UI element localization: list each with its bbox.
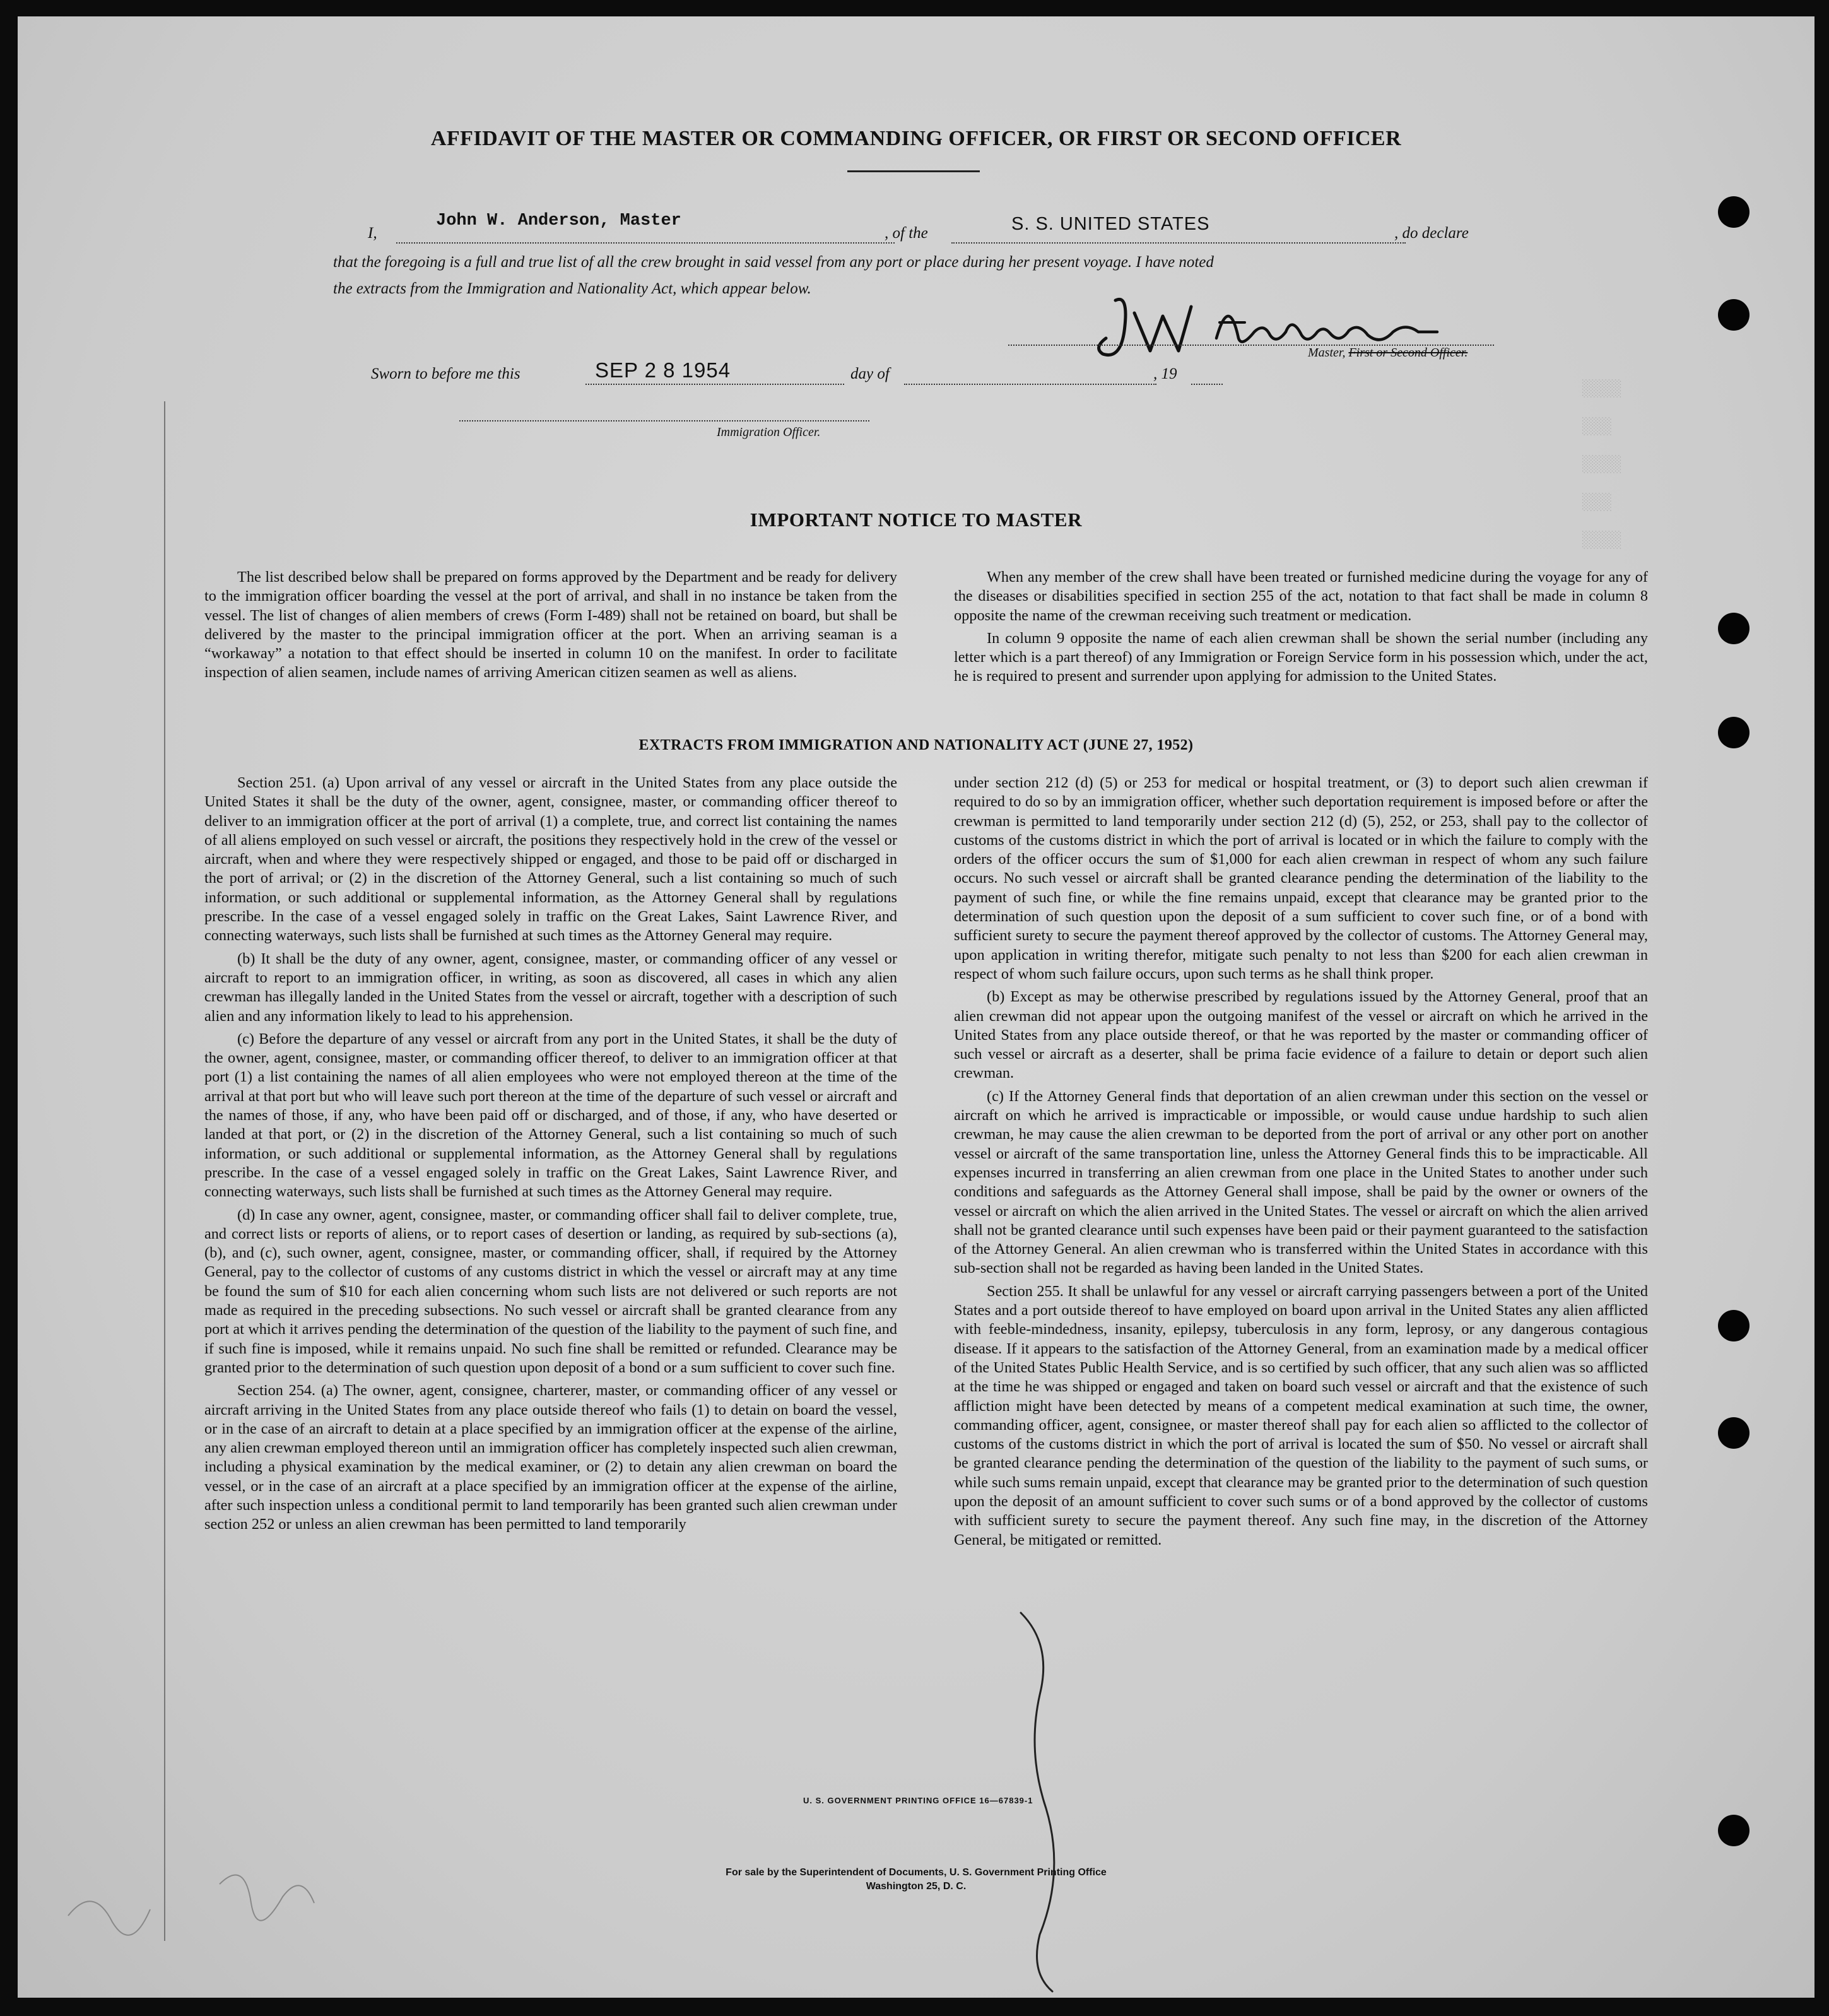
sworn-label: Sworn to before me this <box>371 365 520 382</box>
sale-line-2: Washington 25, D. C. <box>866 1881 967 1892</box>
do-declare-label: , do declare <box>1394 225 1469 242</box>
punch-hole <box>1718 1310 1750 1341</box>
extracts-right-column <box>954 774 1648 1550</box>
punch-hole <box>1718 1815 1750 1846</box>
name-field-line <box>396 242 895 244</box>
section-251-c: (c) Before the departure of any vessel or aircraft from any port in the United States, it shall be the duty of the owner, agent, consignee, master, or commanding officer thereof, to deliver to an immigration officer at that port (1) a list containing the names of all alien employees who were not employed thereon at the time of the arrival at that port but who will leave such port thereon at the time of the departure of such vessel or aircraft and the names of those, if any, who have been paid off or discharged, and of those, if any, who have deserted or landed at that port, or (2) in the discretion of the Attorney General, such a list containing so much of such information, or such additional or supplemental information, as the Attorney General shall by regulations prescribe. In the case of a vessel engaged solely in traffic on the Great Lakes, Saint Lawrence River, and connecting waterways, such lists shall be furnished at such times as the Attorney General may require. <box>204 1030 897 1201</box>
notice-right-column <box>954 568 1648 687</box>
vessel-field-line <box>951 242 1406 244</box>
sworn-date-line <box>585 384 844 385</box>
section-254-a-continued: under section 212 (d) (5) or 253 for medical or hospital treatment, or (3) to deport such alien crewman if required to do so by an immigration officer, whether such deportation requirement is imposed before or after the crewman is permitted to land temporarily under section 212 (d) (5), 252, or 253, shall pay to the collector of customs of the customs district in which the port of arrival is located or in which the failure to comply with the orders of the officer occurs the sum of $1,000 for each alien crewman in respect of whom any such failure occurs. No such vessel or aircraft shall be granted clearance pending the determination of the liability to the payment of such fine, or while the fine remains unpaid, except that clearance may be granted prior to the determination of such question upon the deposit of a sum sufficient to cover such fine, or of a bond with sufficient surety to secure the payment thereof approved by the collector of customs. The Attorney General may, upon application in writing therefor, mitigate such penalty to not less than $200 for each alien crewman in respect of whom such failure occurs, upon such terms as he shall think proper. <box>954 774 1648 982</box>
section-255: Section 255. It shall be unlawful for any vessel or aircraft carrying passengers between a port of the United States and a port outside thereof to have employed on board upon arrival in the United States any alien afflicted with feeble-mindedness, insanity, epilepsy, tuberculosis in any form, leprosy, or any dangerous contagious disease. If it appears to the satisfaction of the Attorney General, from an examination made by a medical officer of the United States Public Health Service, and is so certified by such officer, that any such alien was so afflicted at the time he was shipped or engaged and taken on board such vessel or aircraft and that the existence of such affliction might have been detected by means of a competent medical examination at such time, the owner, commanding officer, agent, consignee, or master thereof shall pay for each alien so afflicted to the collector of customs of the customs district in which the port of arrival is located the sum of $50. No vessel or aircraft shall be granted clearance pending the determination of the question of the liability to the payment of such sums, or while such sums remain unpaid, except that clearance may be granted prior to the determination of such question upon the deposit of an amount sufficient to cover such sums or of a bond approved by the collector of customs with sufficient surety to secure the payment thereof. Any such fine may, in the discretion of the Attorney General, be mitigated or remitted. <box>954 1282 1648 1548</box>
section-251-d: (d) In case any owner, agent, consignee, master, or commanding officer shall fail to deliver complete, true, and correct lists or reports of aliens, or to report cases of desertion or landing, as required by sub-sections (a), (b), and (c), such owner, agent, consignee, master, or commanding officer, shall, if required by the Attorney General, pay to the collector of customs of any customs district in which the vessel or aircraft may at any time be found the sum of $10 for each alien concerning whom such lists are not delivered or such reports are not made as required in the preceding subsections. No such vessel or aircraft shall be granted clearance from any port at which it arrives pending the determination of the question of the liability to the payment of such fine, and if such fine is imposed, while it remains unpaid. No such fine shall be remitted or refunded. Clearance may be granted prior to the determination of such question upon deposit of a bond or a sum sufficient to cover such fine. <box>204 1206 897 1376</box>
of-the-label: , of the <box>885 225 928 242</box>
signature-caption <box>1308 346 1467 360</box>
year-prefix: , 19 <box>1153 365 1177 382</box>
sale-line-1: For sale by the Superintendent of Documents, U. S. Government Printing Office <box>726 1867 1107 1878</box>
extracts-heading: EXTRACTS FROM IMMIGRATION AND NATIONALITY ACT (JUNE 27, 1952) <box>638 737 1194 753</box>
section-254-a: Section 254. (a) The owner, agent, consignee, charterer, master, or commanding officer of any vessel or aircraft arriving in the United States from any place outside thereof who fails (1) to detain on board the vessel, or in the case of an aircraft to detain at a place specified by an immigration officer at the expense of the airline, any alien crewman employed thereon until an immigration officer has completely inspected such alien crewman, including a physical examination by the medical examiner, or (2) to detain any alien crewman on board the vessel, or in the case of an aircraft at a place specified by an immigration officer at the expense of the airline, after such inspection unless a conditional permit to land temporarily has been granted such alien crewman under section 252 or unless an alien crewman has been permitted to land temporarily <box>204 1382 897 1533</box>
notice-left-column <box>204 568 897 683</box>
notice-right-paragraph-1: When any member of the crew shall have been treated or furnished medicine during the voyage for any of the diseases or disabilities specified in section 255 of the act, notation to that fact shall be made in column 8 opposite the name of the crewman receiving such treatment or medication. <box>954 569 1648 624</box>
punch-hole <box>1718 196 1750 228</box>
section-251-b: (b) It shall be the duty of any owner, agent, consignee, master, or commanding officer of any vessel or aircraft to report to an immigration officer, in writing, as soon as discovered, all cases in which any alien crewman has illegally landed in the United States from the vessel or aircraft, together with a description of such alien and any information likely to lead to his apprehension. <box>204 950 897 1025</box>
section-254-b: (b) Except as may be otherwise prescribed by regulations issued by the Attorney General, proof that an alien crewman did not appear upon the outgoing manifest of the vessel or aircraft on which he arrived in the United States from any place outside thereof, or that he was reported by the master or commanding officer of such vessel or aircraft as a deserter, shall be prima facie evidence of a failure to detain or deport such alien crewman. <box>954 988 1648 1082</box>
section-251-a: Section 251. (a) Upon arrival of any vessel or aircraft in the United States from any place outside the United States it shall be the duty of the owner, agent, consignee, master, or commanding officer thereof to deliver to an immigration officer at the port of arrival (1) a complete, true, and correct list containing the names of all aliens employed on such vessel or aircraft, the positions they respectively hold in the crew of the vessel or aircraft, when and where they were respectively shipped or engaged, and those to be paid off or discharged in the port of arrival; or (2) in the discretion of the Attorney General, such a list containing so much of such information, or such additional or supplemental information, as the Attorney General shall by regulations prescribe. In the case of a vessel engaged solely in traffic on the Great Lakes, Saint Lawrence River, and connecting waterways, such lists shall be furnished at such times as the Attorney General may require. <box>204 774 897 945</box>
day-of-label: day of <box>850 365 890 382</box>
pencil-scribble <box>56 1846 321 1972</box>
declaration-line-2: that the foregoing is a full and true list of all the crew brought in said vessel from any port or place during her present voyage. I have noted <box>333 254 1214 271</box>
vessel-name-value: S. S. UNITED STATES <box>1011 214 1210 234</box>
declaration-i-label: I, <box>368 225 377 242</box>
declaration-line-3: the extracts from the Immigration and Nationality Act, which appear below. <box>333 280 811 297</box>
title-rule <box>847 170 980 172</box>
margin-pencil-line <box>164 401 165 1941</box>
document-page <box>18 16 1814 1998</box>
signature-caption-master: Master, <box>1308 346 1346 360</box>
bleed-through-text: ░░░░ ░░░ ░░░░ ░░░ ░░░░ <box>1582 379 1622 550</box>
section-254-c: (c) If the Attorney General finds that deportation of an alien crewman under this section on the vessel or aircraft on which he arrived is impracticable or impossible, or would cause undue hardship to such alien crewman, he may cause the alien crewman to be deported from the port of arrival or any other port on another vessel or aircraft of the same transportation line, unless the Attorney General finds this to be impracticable. All expenses incurred in transferring an alien crewman from one place in the United States to another under such conditions and safeguards as the Attorney General shall impose, shall be paid by the owner or owners of the vessel or aircraft on which the alien arrived in the United States. The vessel or aircraft on which the alien arrived shall not be granted clearance until such expenses have been paid or their payment guaranteed to the satisfaction of the Attorney General. An alien crewman who is transferred within the United States in accordance with this sub-section shall not be regarded as having been landed in the United States. <box>954 1087 1648 1277</box>
signature-caption-struck: First or Second Officer. <box>1348 346 1468 360</box>
date-stamp: SEP 2 8 1954 <box>595 358 731 382</box>
document-title: AFFIDAVIT OF THE MASTER OR COMMANDING OFFICER, OR FIRST OR SECOND OFFICER <box>430 127 1402 150</box>
punch-hole <box>1718 299 1750 331</box>
gpo-imprint: U. S. GOVERNMENT PRINTING OFFICE 16—67839-1 <box>803 1796 1033 1805</box>
notice-heading: IMPORTANT NOTICE TO MASTER <box>750 509 1083 531</box>
master-signature <box>1090 288 1444 376</box>
immigration-officer-caption: Immigration Officer. <box>717 425 821 439</box>
extracts-left-column <box>204 774 897 1535</box>
immigration-officer-line <box>459 420 869 421</box>
punch-hole <box>1718 613 1750 644</box>
year-field-line <box>1191 384 1223 385</box>
notice-right-paragraph-2: In column 9 opposite the name of each alien crewman shall be shown the serial number (including any letter which is a part thereof) of any Immigration or Foreign Service form in his possession which, under the act, he is required to present and surrender upon applying for admission to the United States. <box>954 629 1648 685</box>
month-field-line <box>904 384 1156 385</box>
master-name-value: John W. Anderson, Master <box>436 211 681 230</box>
punch-hole <box>1718 1417 1750 1449</box>
notice-left-paragraph: The list described below shall be prepared on forms approved by the Department and be ready for delivery to the immigration officer boarding the vessel at the port of arrival, and shall in no instance be taken from the vessel. The list of changes of alien members of crews (Form I-489) shall not be retained on board, but shall be delivered by the master to the principal immigration officer at the port. When an arriving seaman is a “workaway” a notation to that effect should be inserted in column 10 on the manifest. In order to facilitate inspection of alien seamen, include names of arriving American citizen seamen as well as aliens. <box>204 569 897 681</box>
